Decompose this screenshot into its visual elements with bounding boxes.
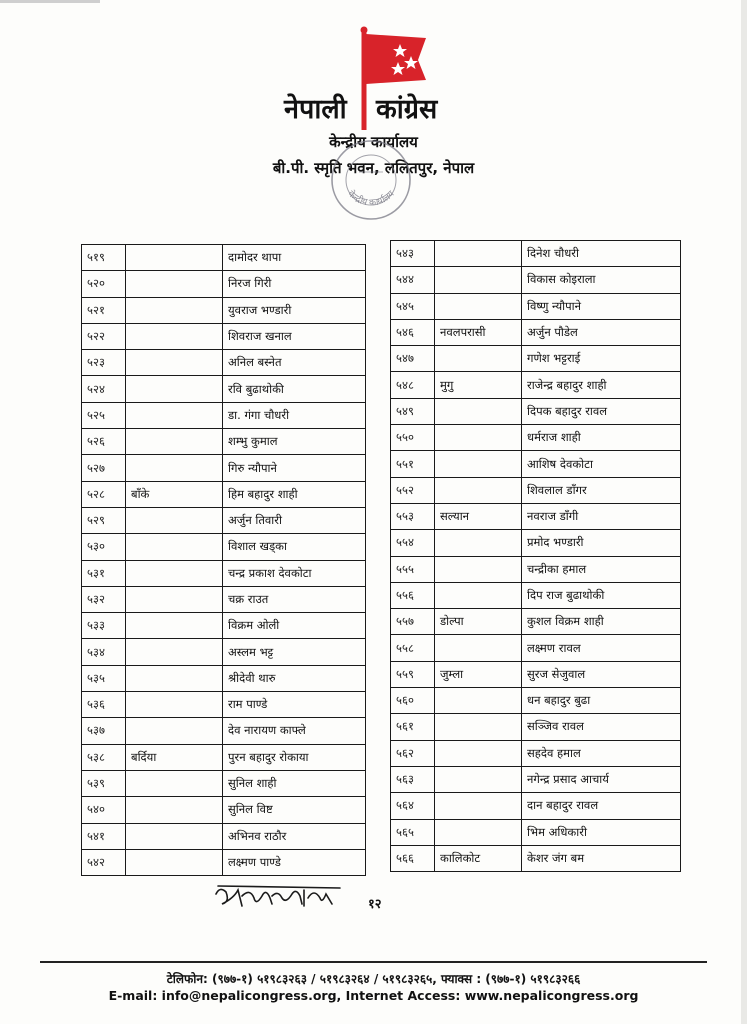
table-row [391,477,681,503]
serial-number-cell: ५२९ [82,507,126,533]
member-name-cell: सुनिल विष्ट [223,797,366,823]
roster-body-right [391,241,681,872]
table-row [391,503,681,529]
serial-number-cell: ५३६ [82,692,126,718]
serial-number-cell: ५४७ [391,346,435,372]
table-row [82,481,366,507]
serial-number-cell: ५६६ [391,845,435,871]
district-cell: डोल्पा [435,609,522,635]
district-cell [126,245,223,271]
table-row [391,609,681,635]
table-row [391,372,681,398]
member-name-cell: भिम अधिकारी [522,819,681,845]
member-name-cell: अभिनव राठौर [223,823,366,849]
footer-divider [40,961,707,963]
district-cell [435,714,522,740]
member-name-cell: सुरज सेजुवाल [522,661,681,687]
district-cell [126,692,223,718]
table-row [82,797,366,823]
table-row [391,241,681,267]
table-row [391,556,681,582]
table-row [391,714,681,740]
serial-number-cell: ५५० [391,425,435,451]
district-cell [126,455,223,481]
serial-number-cell: ५२६ [82,429,126,455]
member-name-cell: नगेन्द्र प्रसाद आचार्य [522,766,681,792]
serial-number-cell: ५४० [82,797,126,823]
serial-number-cell: ५३४ [82,639,126,665]
office-address: बी.पी. स्मृति भवन, ललितपुर, नेपाल [272,159,475,177]
table-row [391,346,681,372]
serial-number-cell: ५६० [391,688,435,714]
table-row [391,530,681,556]
table-row [82,297,366,323]
district-cell [126,376,223,402]
member-name-cell: गणेश भट्टराई [522,346,681,372]
table-row [82,560,366,586]
serial-number-cell: ५६२ [391,740,435,766]
table-row [82,849,366,875]
member-name-cell: राम पाण्डे [223,692,366,718]
district-cell [126,534,223,560]
serial-number-cell: ५६३ [391,766,435,792]
handwritten-signature [212,880,347,914]
table-row [391,319,681,345]
table-row [82,402,366,428]
serial-number-cell: ५२१ [82,297,126,323]
serial-number-cell: ५६५ [391,819,435,845]
office-title: केन्द्रीय कार्यालय [329,133,418,151]
serial-number-cell: ५२० [82,271,126,297]
district-cell [435,241,522,267]
member-name-cell: विष्णु न्यौपाने [522,293,681,319]
district-cell [435,293,522,319]
table-row [391,635,681,661]
district-cell [126,297,223,323]
member-name-cell: लक्ष्मण पाण्डे [223,849,366,875]
seal-text: केन्द्रीय कार्यालय [345,189,397,209]
district-cell [126,429,223,455]
member-name-cell: शिवराज खनाल [223,323,366,349]
district-cell [126,560,223,586]
table-row [391,688,681,714]
member-name-cell: दिनेश चौधरी [522,241,681,267]
district-cell [435,425,522,451]
serial-number-cell: ५३० [82,534,126,560]
serial-number-cell: ५५८ [391,635,435,661]
member-name-cell: केशर जंग बम [522,845,681,871]
district-cell [126,770,223,796]
member-name-cell: धर्मराज शाही [522,425,681,451]
table-row [82,455,366,481]
table-row [82,429,366,455]
member-name-cell: सहदेव हमाल [522,740,681,766]
table-row [82,271,366,297]
district-cell: कालिकोट [435,845,522,871]
district-cell [126,639,223,665]
member-name-cell: विकास कोइराला [522,267,681,293]
district-cell [126,823,223,849]
party-name-right: कांग्रेस [376,94,438,125]
member-name-cell: धन बहादुर बुढा [522,688,681,714]
district-cell [435,766,522,792]
district-cell: बर्दिया [126,744,223,770]
serial-number-cell: ५४२ [82,849,126,875]
member-name-cell: देव नारायण काफ्ले [223,718,366,744]
member-name-cell: पुरन बहादुर रोकाया [223,744,366,770]
district-cell: नवलपरासी [435,319,522,345]
table-row [391,582,681,608]
member-name-cell: प्रमोद भण्डारी [522,530,681,556]
table-row [391,451,681,477]
table-row [82,639,366,665]
district-cell [435,793,522,819]
scan-edge-top [0,0,100,3]
district-cell: मुगु [435,372,522,398]
district-cell [435,267,522,293]
serial-number-cell: ५२४ [82,376,126,402]
table-row [82,323,366,349]
district-cell [435,530,522,556]
serial-number-cell: ५३३ [82,613,126,639]
serial-number-cell: ५२७ [82,455,126,481]
table-row [391,293,681,319]
member-name-cell: डा. गंगा चौधरी [223,402,366,428]
member-name-cell: चक्र राउत [223,586,366,612]
table-row [82,376,366,402]
table-row [391,766,681,792]
table-row [82,245,366,271]
serial-number-cell: ५५३ [391,503,435,529]
district-cell [126,271,223,297]
scan-edge-right [741,0,747,1024]
roster-table-right [390,240,681,872]
member-name-cell: अस्लम भट्ट [223,639,366,665]
member-name-cell: चन्द्र प्रकाश देवकोटा [223,560,366,586]
member-name-cell: चन्द्रीका हमाल [522,556,681,582]
member-name-cell: कुशल विक्रम शाही [522,609,681,635]
district-cell [435,398,522,424]
svg-text:केन्द्रीय कार्यालय [345,188,397,209]
table-row [391,267,681,293]
district-cell [126,402,223,428]
district-cell [435,346,522,372]
serial-number-cell: ५३५ [82,665,126,691]
serial-number-cell: ५२२ [82,323,126,349]
district-cell [435,635,522,661]
serial-number-cell: ५४९ [391,398,435,424]
footer-contact-phone: टेलिफोन: (९७७-१) ५१९८३२६३ / ५१९८३२६४ / ५१९८३२६५, फ्याक्स : (९७७-१) ५१९८३२६६ [166,972,581,986]
district-cell: सल्यान [435,503,522,529]
table-row [391,740,681,766]
district-cell [126,849,223,875]
serial-number-cell: ५३९ [82,770,126,796]
serial-number-cell: ५२८ [82,481,126,507]
serial-number-cell: ५३७ [82,718,126,744]
table-row [82,613,366,639]
serial-number-cell: ५४४ [391,267,435,293]
member-name-cell: दिपक बहादुर रावल [522,398,681,424]
member-name-cell: सञ्जिव रावल [522,714,681,740]
district-cell [126,797,223,823]
table-row [391,425,681,451]
district-cell: बाँके [126,481,223,507]
roster-body-left [82,245,366,876]
member-name-cell: नवराज डाँगी [522,503,681,529]
table-row [82,718,366,744]
serial-number-cell: ५५४ [391,530,435,556]
member-name-cell: शम्भु कुमाल [223,429,366,455]
table-row [82,744,366,770]
district-cell [126,350,223,376]
table-row [82,586,366,612]
office-seal-stamp [329,138,413,222]
district-cell [126,665,223,691]
district-cell [435,688,522,714]
member-name-cell: विशाल खड्का [223,534,366,560]
serial-number-cell: ५१९ [82,245,126,271]
member-name-cell: अर्जुन पौडेल [522,319,681,345]
serial-number-cell: ५२३ [82,350,126,376]
member-name-cell: दिप राज बुढाथोकी [522,582,681,608]
district-cell [435,451,522,477]
table-row [391,845,681,871]
roster-table-left [81,244,366,876]
district-cell [435,582,522,608]
member-name-cell: विक्रम ओली [223,613,366,639]
district-cell: जुम्ला [435,661,522,687]
serial-number-cell: ५५५ [391,556,435,582]
district-cell [126,507,223,533]
table-row [82,507,366,533]
district-cell [435,556,522,582]
serial-number-cell: ५४१ [82,823,126,849]
table-row [391,819,681,845]
serial-number-cell: ५५१ [391,451,435,477]
serial-number-cell: ५२५ [82,402,126,428]
serial-number-cell: ५५७ [391,609,435,635]
district-cell [126,323,223,349]
party-name-left: नेपाली [284,94,347,125]
member-name-cell: सुनिल शाही [223,770,366,796]
member-name-cell: रवि बुढाथोकी [223,376,366,402]
member-name-cell: श्रीदेवी थारु [223,665,366,691]
serial-number-cell: ५६४ [391,793,435,819]
page-number: १२ [368,897,382,912]
table-row [82,692,366,718]
serial-number-cell: ५४६ [391,319,435,345]
table-row [82,665,366,691]
member-name-cell: दामोदर थापा [223,245,366,271]
district-cell [126,586,223,612]
member-name-cell: अर्जुन तिवारी [223,507,366,533]
table-row [82,534,366,560]
member-name-cell: युवराज भण्डारी [223,297,366,323]
serial-number-cell: ५३१ [82,560,126,586]
serial-number-cell: ५५९ [391,661,435,687]
footer-contact-web: E-mail: info@nepalicongress.org, Internet Access: www.nepalicongress.org [108,988,639,1003]
member-name-cell: दान बहादुर रावल [522,793,681,819]
table-row [82,823,366,849]
member-name-cell: शिवलाल डाँगर [522,477,681,503]
serial-number-cell: ५४३ [391,241,435,267]
serial-number-cell: ५६१ [391,714,435,740]
member-name-cell: आशिष देवकोटा [522,451,681,477]
table-row [391,661,681,687]
member-name-cell: गिरु न्यौपाने [223,455,366,481]
district-cell [126,718,223,744]
serial-number-cell: ५४५ [391,293,435,319]
district-cell [126,613,223,639]
table-row [82,770,366,796]
table-row [82,350,366,376]
member-name-cell: राजेन्द्र बहादुर शाही [522,372,681,398]
member-name-cell: हिम बहादुर शाही [223,481,366,507]
serial-number-cell: ५५६ [391,582,435,608]
member-name-cell: लक्ष्मण रावल [522,635,681,661]
district-cell [435,477,522,503]
table-row [391,793,681,819]
serial-number-cell: ५३२ [82,586,126,612]
table-row [391,398,681,424]
serial-number-cell: ५३८ [82,744,126,770]
serial-number-cell: ५४८ [391,372,435,398]
district-cell [435,819,522,845]
member-name-cell: निरज गिरी [223,271,366,297]
serial-number-cell: ५५२ [391,477,435,503]
district-cell [435,740,522,766]
member-name-cell: अनिल बस्नेत [223,350,366,376]
